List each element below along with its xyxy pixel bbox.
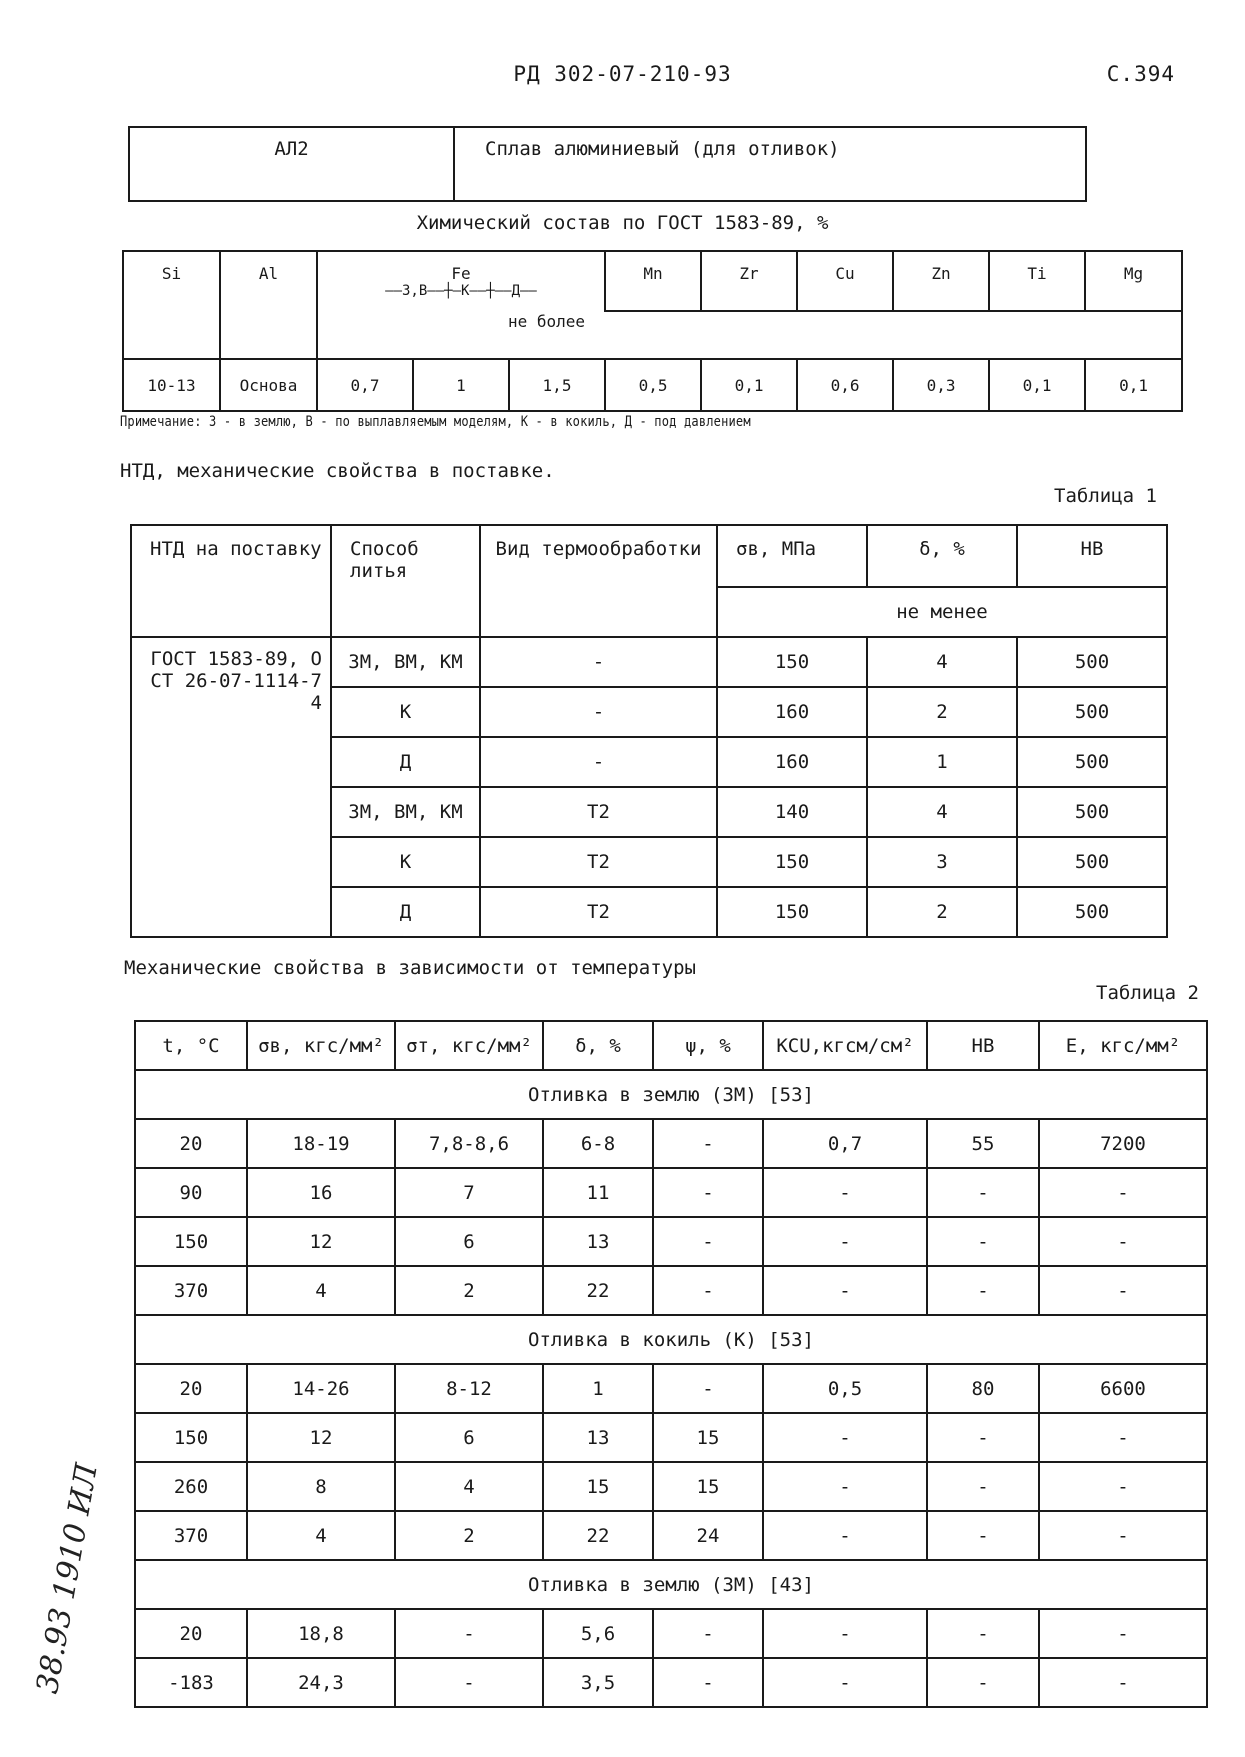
- table2-cell: -: [395, 1609, 543, 1658]
- table1-cell: Д: [331, 737, 480, 787]
- table2-cell: 370: [135, 1266, 247, 1315]
- table2-cell: -: [927, 1413, 1039, 1462]
- table2-header: ψ, %: [653, 1021, 763, 1070]
- table1-cell: ЗМ, ВМ, КМ: [331, 637, 480, 687]
- table2-cell: 7,8-8,6: [395, 1119, 543, 1168]
- table1-header-delta: δ, %: [867, 525, 1017, 587]
- table2-cell: 20: [135, 1119, 247, 1168]
- table1-header-sigma: σв, МПа: [717, 525, 867, 587]
- table2-cell: 2: [395, 1511, 543, 1560]
- mech-props-title: Механические свойства в зависимости от температуры: [124, 957, 696, 979]
- table2-header: δ, %: [543, 1021, 653, 1070]
- table2-cell: -: [763, 1217, 927, 1266]
- table2-cell: -: [395, 1658, 543, 1707]
- chem-header-si: Si: [123, 251, 220, 359]
- chem-value: 0,3: [893, 359, 989, 411]
- table2-cell: 16: [247, 1168, 395, 1217]
- table-row: [135, 1266, 1207, 1315]
- table1-cell: 2: [867, 887, 1017, 937]
- table2-header-row: [135, 1021, 1207, 1070]
- table2-cell: -: [927, 1266, 1039, 1315]
- table2-cell: 15: [543, 1462, 653, 1511]
- chem-composition-table: [122, 250, 1183, 412]
- table2-cell: -: [763, 1609, 927, 1658]
- chem-value: Основа: [220, 359, 317, 411]
- table2-cell: 7200: [1039, 1119, 1207, 1168]
- table1-cell: 500: [1017, 837, 1167, 887]
- table2-cell: 4: [395, 1462, 543, 1511]
- table1-cell: 160: [717, 737, 867, 787]
- table1-cell: 3: [867, 837, 1017, 887]
- table1-cell: -: [480, 687, 717, 737]
- table2-cell: -183: [135, 1658, 247, 1707]
- table2-cell: -: [653, 1266, 763, 1315]
- table2-cell: 2: [395, 1266, 543, 1315]
- table2-cell: -: [653, 1658, 763, 1707]
- table2-cell: 5,6: [543, 1609, 653, 1658]
- table1-cell: К: [331, 687, 480, 737]
- table2-cell: 6600: [1039, 1364, 1207, 1413]
- table2-cell: 4: [247, 1511, 395, 1560]
- table2-cell: 24,3: [247, 1658, 395, 1707]
- chem-header-zr: Zr: [701, 251, 797, 311]
- chem-header-mn: Mn: [605, 251, 701, 311]
- table1-cell: 500: [1017, 787, 1167, 837]
- table2-cell: -: [763, 1511, 927, 1560]
- chem-header-cu: Cu: [797, 251, 893, 311]
- alloy-name: Сплав алюминиевый (для отливок): [454, 127, 1086, 201]
- table1-cell: 500: [1017, 887, 1167, 937]
- table-row: [135, 1413, 1207, 1462]
- table2-cell: 0,7: [763, 1119, 927, 1168]
- table2-cell: -: [653, 1168, 763, 1217]
- table2-cell: 150: [135, 1217, 247, 1266]
- chem-header-al: Al: [220, 251, 317, 359]
- table1-cell: 4: [867, 637, 1017, 687]
- table2-cell: -: [763, 1462, 927, 1511]
- table-row: [131, 637, 1167, 687]
- table2-cell: -: [763, 1413, 927, 1462]
- table2-cell: 12: [247, 1413, 395, 1462]
- chem-value: 0,1: [1085, 359, 1182, 411]
- table2-cell: 150: [135, 1413, 247, 1462]
- table2-group-title: Отливка в кокиль (К) [53]: [135, 1315, 1207, 1364]
- table2-header: σв, кгс/мм²: [247, 1021, 395, 1070]
- table-row: [135, 1217, 1207, 1266]
- table1-cell: -: [480, 637, 717, 687]
- table1-header-ntd: НТД на поставку: [131, 525, 331, 637]
- chem-header-fe: Fe ——З,В——┼—К——┼——Д——: [317, 251, 605, 311]
- table2: [134, 1020, 1208, 1708]
- table2-cell: 18,8: [247, 1609, 395, 1658]
- table1-cell: 500: [1017, 637, 1167, 687]
- table2-cell: -: [1039, 1511, 1207, 1560]
- table1-cell: Т2: [480, 787, 717, 837]
- table2-group-title: Отливка в землю (ЗМ) [43]: [135, 1560, 1207, 1609]
- ntd-heading: НТД, механические свойства в поставке.: [120, 460, 555, 482]
- table-row: [135, 1609, 1207, 1658]
- table2-cell: 12: [247, 1217, 395, 1266]
- table1-cell: Т2: [480, 887, 717, 937]
- table2-cell: 0,5: [763, 1364, 927, 1413]
- table2-cell: -: [1039, 1217, 1207, 1266]
- table1-cell: 500: [1017, 687, 1167, 737]
- chem-value: 0,6: [797, 359, 893, 411]
- table2-header: Е, кгс/мм²: [1039, 1021, 1207, 1070]
- chem-header-zn: Zn: [893, 251, 989, 311]
- table2-cell: 13: [543, 1217, 653, 1266]
- table2-cell: -: [1039, 1413, 1207, 1462]
- table2-cell: -: [1039, 1658, 1207, 1707]
- table2-cell: 4: [247, 1266, 395, 1315]
- table2-cell: 3,5: [543, 1658, 653, 1707]
- table2-group-title: Отливка в землю (ЗМ) [53]: [135, 1070, 1207, 1119]
- table2-cell: 6: [395, 1217, 543, 1266]
- chem-not-more: не более: [317, 311, 1182, 359]
- table2-cell: 260: [135, 1462, 247, 1511]
- chem-value: 1: [413, 359, 509, 411]
- table2-cell: -: [653, 1609, 763, 1658]
- table2-cell: 20: [135, 1364, 247, 1413]
- table1-cell: 1: [867, 737, 1017, 787]
- table1-ntd-cell: ГОСТ 1583-89, ОСТ 26-07-1114-74: [131, 637, 331, 937]
- table2-cell: 18-19: [247, 1119, 395, 1168]
- table2-cell: 15: [653, 1413, 763, 1462]
- table2-cell: 90: [135, 1168, 247, 1217]
- table2-cell: 20: [135, 1609, 247, 1658]
- chem-composition-title: Химический состав по ГОСТ 1583-89, %: [416, 212, 829, 234]
- table1-cell: Д: [331, 887, 480, 937]
- table1-cell: 2: [867, 687, 1017, 737]
- table2-cell: -: [1039, 1168, 1207, 1217]
- table2-cell: -: [653, 1217, 763, 1266]
- chem-values-row: [123, 359, 1182, 411]
- chem-value: 1,5: [509, 359, 605, 411]
- table1-not-less: не менее: [717, 587, 1167, 637]
- alloy-code: АЛ2: [129, 127, 454, 201]
- table1-cell: 150: [717, 887, 867, 937]
- table1-cell: 160: [717, 687, 867, 737]
- chem-value: 0,7: [317, 359, 413, 411]
- table-row: [135, 1364, 1207, 1413]
- table2-cell: 24: [653, 1511, 763, 1560]
- table2-cell: 14-26: [247, 1364, 395, 1413]
- table2-label: Таблица 2: [1096, 982, 1199, 1004]
- table1-header-heat: Вид термообработки: [480, 525, 717, 637]
- table2-cell: -: [927, 1658, 1039, 1707]
- table-row: [135, 1658, 1207, 1707]
- table2-cell: -: [1039, 1462, 1207, 1511]
- chem-note: Примечание: З - в землю, В - по выплавляемым моделям, К - в кокиль, Д - под давлением: [120, 414, 751, 430]
- table1-cell: 140: [717, 787, 867, 837]
- chem-value: 0,1: [989, 359, 1085, 411]
- table1-header-method: Способ литья: [331, 525, 480, 637]
- table2-cell: 55: [927, 1119, 1039, 1168]
- chem-value: 0,5: [605, 359, 701, 411]
- table2-cell: 15: [653, 1462, 763, 1511]
- table2-cell: -: [927, 1168, 1039, 1217]
- table2-cell: 13: [543, 1413, 653, 1462]
- table-row: [135, 1119, 1207, 1168]
- table2-cell: -: [653, 1119, 763, 1168]
- table2-header: t, °C: [135, 1021, 247, 1070]
- table2-cell: -: [927, 1217, 1039, 1266]
- table-row: [135, 1462, 1207, 1511]
- table1-header-hb: НВ: [1017, 525, 1167, 587]
- table2-header: НВ: [927, 1021, 1039, 1070]
- table1-cell: ЗМ, ВМ, КМ: [331, 787, 480, 837]
- alloy-header-box: [128, 126, 1087, 202]
- table2-cell: -: [763, 1658, 927, 1707]
- table1-cell: -: [480, 737, 717, 787]
- table2-cell: 8: [247, 1462, 395, 1511]
- table1: [130, 524, 1168, 938]
- table2-cell: 6-8: [543, 1119, 653, 1168]
- chem-header-ti: Ti: [989, 251, 1085, 311]
- table2-cell: 11: [543, 1168, 653, 1217]
- table2-cell: 80: [927, 1364, 1039, 1413]
- table2-cell: 370: [135, 1511, 247, 1560]
- chem-value: 0,1: [701, 359, 797, 411]
- chem-value: 10-13: [123, 359, 220, 411]
- table2-cell: -: [927, 1511, 1039, 1560]
- table2-cell: -: [927, 1609, 1039, 1658]
- handwritten-margin-note: 38.93 1910 ИЛ: [30, 1461, 105, 1697]
- chem-fe-subdivision: ——З,В——┼—К——┼——Д——: [385, 283, 537, 299]
- document-code: РД 302-07-210-93: [513, 62, 732, 86]
- table1-cell: Т2: [480, 837, 717, 887]
- table2-cell: 22: [543, 1511, 653, 1560]
- table2-header: σт, кгс/мм²: [395, 1021, 543, 1070]
- table1-cell: 4: [867, 787, 1017, 837]
- table2-cell: -: [763, 1168, 927, 1217]
- table2-cell: 6: [395, 1413, 543, 1462]
- table1-label: Таблица 1: [1054, 485, 1157, 507]
- table2-cell: 1: [543, 1364, 653, 1413]
- table1-cell: 150: [717, 637, 867, 687]
- table2-cell: 8-12: [395, 1364, 543, 1413]
- page-number: С.394: [1106, 62, 1175, 86]
- table2-cell: 22: [543, 1266, 653, 1315]
- table-row: [135, 1168, 1207, 1217]
- table2-cell: -: [763, 1266, 927, 1315]
- table-row: [135, 1511, 1207, 1560]
- table2-cell: 7: [395, 1168, 543, 1217]
- table2-cell: -: [1039, 1609, 1207, 1658]
- table2-cell: -: [927, 1462, 1039, 1511]
- table1-cell: 150: [717, 837, 867, 887]
- table2-header: KCU,кгсм/см²: [763, 1021, 927, 1070]
- table1-cell: 500: [1017, 737, 1167, 787]
- table1-cell: К: [331, 837, 480, 887]
- table2-cell: -: [1039, 1266, 1207, 1315]
- table2-cell: -: [653, 1364, 763, 1413]
- chem-header-mg: Mg: [1085, 251, 1182, 311]
